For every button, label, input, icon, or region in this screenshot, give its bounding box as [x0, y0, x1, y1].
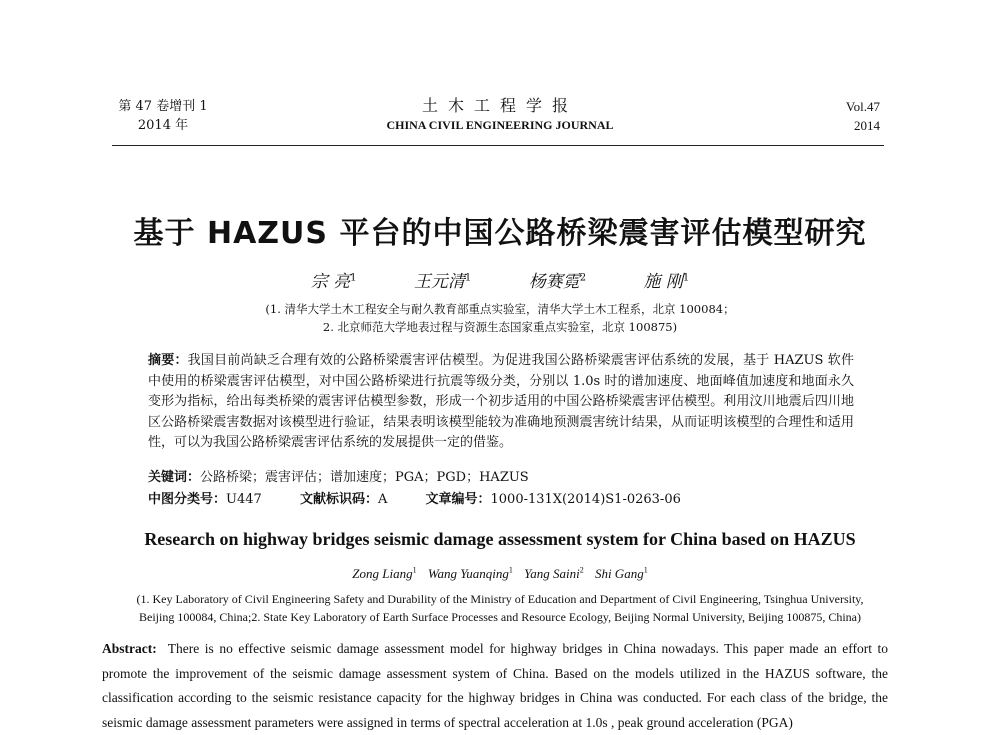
volume-year: 2014	[854, 118, 880, 133]
clc-number: 中图分类号：U447	[148, 492, 262, 507]
author-en: Zong Liang$^1$	[352, 566, 417, 582]
volume-info	[820, 97, 880, 135]
abstract-cn-text: 我国目前尚缺乏合理有效的公路桥梁震害评估模型。为促进我国公路桥梁震害评估系统的发展，基于 HAZUS 软件中使用的桥梁震害评估模型，对中国公路桥梁进行抗震等级分类，分别以 1.0s 时的谱加速度、地面峰值加速度和地面永久变形为指标，给出每类桥梁的震害评估模型参数，形成一个初步适用的中国公路桥梁震害评估模型。利用汶川地震后四川地区公路桥梁震害数据对该模型进行验证，结果表明该模型能较为准确地预测震害统计结果，从而证明该模型的合理性和适用性，可以为我国公路桥梁震害评估系统的发展提供一定的借鉴。	[148, 353, 854, 450]
header-rule	[112, 145, 884, 146]
authors-cn	[200, 267, 800, 292]
classification-line	[148, 490, 854, 510]
abstract-cn-label: 摘要：	[148, 353, 188, 368]
document-code: 文献标识码：A	[299, 492, 388, 507]
volume-number: Vol.47	[845, 99, 880, 114]
authors-en	[200, 566, 800, 582]
issue-year: 2014 年	[137, 118, 189, 133]
affiliation-cn-line: 2. 北京师范大学地表过程与资源生态国家重点实验室，北京 100875)	[322, 320, 678, 334]
journal-name-cn: 土木工程学报	[421, 96, 578, 115]
abstract-en-text: There is no effective seismic damage assessment model for highway bridges in China nowadays. This paper made an effort to promote the improvement of the seismic damage assessment system of China. Based on the models utilized in the HAZUS software, the classification according to the seismic resistance capacity for the highway bridges in China was conducted. For each class of the bridge, the seismic damage assessment parameters were assigned in terms of spectral acceleration at 1.0s , peak ground acceleration (PGA)	[102, 641, 889, 730]
author-en: Shi Gang$^1$	[594, 566, 648, 582]
author-cn: 王元清$^1$	[413, 272, 472, 292]
affiliation-en	[110, 590, 890, 626]
abstract-en	[102, 637, 888, 735]
affiliation-en-line: Beijing 100084, China;2. State Key Laboratory of Earth Surface Processes and Resource Ecology, Beijing Normal University, Beijing 100875, China)	[139, 610, 861, 624]
title-en: Research on highway bridges seismic damage assessment system for China based on HAZUS	[144, 529, 856, 549]
affiliation-cn-line: (1. 清华大学土木工程安全与耐久教育部重点实验室，清华大学土木工程系，北京 100084；	[265, 302, 735, 316]
author-cn: 杨赛霓$^2$	[528, 272, 587, 292]
author-en: Wang Yuanqing$^1$	[427, 566, 513, 582]
author-cn: 宗 亮$^1$	[310, 272, 357, 292]
issue-number: 第 47 卷增刊 1	[118, 99, 208, 114]
issue-info	[118, 97, 208, 135]
abstract-cn	[148, 351, 854, 454]
keywords-cn-text: 公路桥梁；震害评估；谱加速度；PGA；PGD；HAZUS	[200, 470, 529, 485]
keywords-cn-label: 关键词：	[148, 470, 201, 485]
author-en: Yang Saini$^2$	[524, 566, 584, 582]
affiliation-cn	[150, 300, 850, 336]
title-cn: 基于 HAZUS 平台的中国公路桥梁震害评估模型研究	[133, 216, 867, 251]
affiliation-en-line: (1. Key Laboratory of Civil Engineering Safety and Durability of the Ministry of Education and Department of Civil Engineering, Tsinghua University,	[136, 592, 864, 606]
journal-name	[350, 96, 650, 134]
keywords-cn	[148, 468, 854, 488]
article-number: 文章编号：1000-131X(2014)S1-0263-06	[425, 492, 681, 507]
author-cn: 施 刚$^1$	[643, 272, 690, 292]
journal-name-en: CHINA CIVIL ENGINEERING JOURNAL	[386, 118, 614, 132]
abstract-en-label: Abstract:	[102, 641, 157, 656]
